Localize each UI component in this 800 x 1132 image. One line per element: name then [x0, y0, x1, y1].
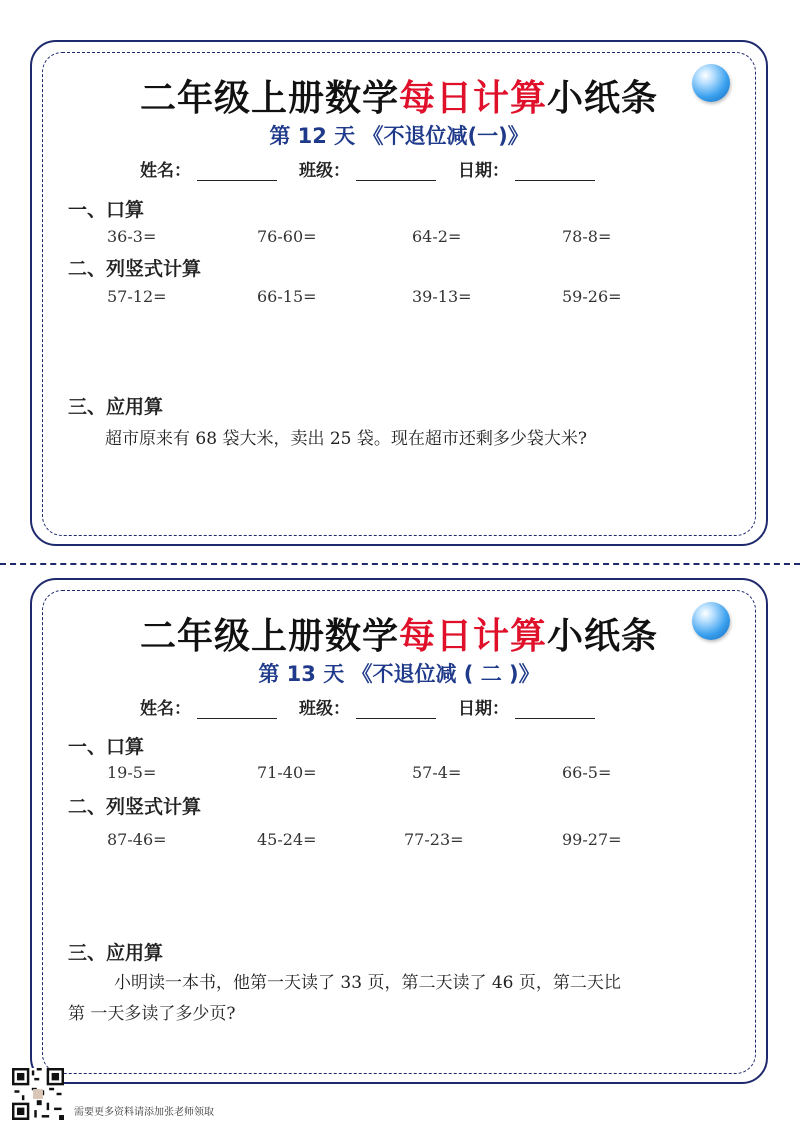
name-label: 姓名：	[140, 699, 191, 719]
title-highlight: 每日计算	[398, 78, 547, 119]
blue-ball-icon	[692, 64, 730, 102]
qr-code-icon	[12, 1068, 64, 1120]
title-end: 小纸条	[547, 616, 659, 657]
worksheet-card-day12	[30, 40, 768, 546]
cut-line	[0, 563, 800, 565]
vertical-problem: 99-27=	[562, 830, 622, 849]
vertical-problem: 59-26=	[562, 287, 622, 306]
section-word-problem-heading: 三、应用算	[68, 942, 164, 964]
worksheet-card-day13	[30, 578, 768, 1084]
word-problem: 超市原来有 68 袋大米，卖出 25 袋。现在超市还剩多少袋大米?	[105, 429, 587, 449]
section-oral-heading: 一、口算	[68, 736, 145, 758]
section-oral-heading: 一、口算	[68, 199, 145, 221]
date-label: 日期：	[458, 699, 509, 719]
name-blank[interactable]	[197, 700, 277, 719]
word-problem	[68, 968, 736, 1030]
student-info	[140, 694, 617, 719]
oral-problem: 71-40=	[257, 763, 317, 782]
section-vertical-heading: 二、列竖式计算	[68, 796, 202, 818]
vertical-problem: 39-13=	[412, 287, 472, 306]
oral-problem: 57-4=	[412, 763, 462, 782]
title-end: 小纸条	[547, 78, 659, 119]
oral-problem: 64-2=	[412, 227, 462, 246]
section-word-problem-heading: 三、应用算	[68, 396, 164, 418]
oral-problem: 19-5=	[107, 763, 157, 782]
card-title	[32, 70, 766, 121]
oral-problem: 78-8=	[562, 227, 612, 246]
date-label: 日期：	[458, 161, 509, 181]
vertical-problem: 66-15=	[257, 287, 317, 306]
word-problem-line: 小明读一本书，他第一天读了 33 页，第二天读了 46 页，第二天比	[114, 973, 621, 993]
oral-problem: 76-60=	[257, 227, 317, 246]
title-highlight: 每日计算	[398, 616, 547, 657]
title-main: 二年级上册数学	[139, 616, 399, 657]
class-blank[interactable]	[356, 700, 436, 719]
oral-problem: 66-5=	[562, 763, 612, 782]
date-blank[interactable]	[515, 162, 595, 181]
student-info	[140, 156, 617, 181]
vertical-problem: 77-23=	[404, 830, 464, 849]
card-subtitle: 第 13 天 《不退位减 ( 二 )》	[258, 662, 540, 686]
name-blank[interactable]	[197, 162, 277, 181]
title-main: 二年级上册数学	[139, 78, 399, 119]
blue-ball-icon	[692, 602, 730, 640]
card-subtitle: 第 12 天 《不退位减(一)》	[269, 124, 529, 148]
word-problem-line: 第 一天多读了多少页?	[68, 1004, 236, 1024]
section-vertical-heading: 二、列竖式计算	[68, 258, 202, 280]
name-label: 姓名：	[140, 161, 191, 181]
card-title	[32, 608, 766, 659]
class-blank[interactable]	[356, 162, 436, 181]
oral-problem: 36-3=	[107, 227, 157, 246]
vertical-problem: 87-46=	[107, 830, 167, 849]
vertical-problem: 57-12=	[107, 287, 167, 306]
class-label: 班级：	[299, 699, 350, 719]
vertical-problem: 45-24=	[257, 830, 317, 849]
class-label: 班级：	[299, 161, 350, 181]
footer-note: 需要更多资料请添加张老师领取	[74, 1107, 214, 1118]
date-blank[interactable]	[515, 700, 595, 719]
